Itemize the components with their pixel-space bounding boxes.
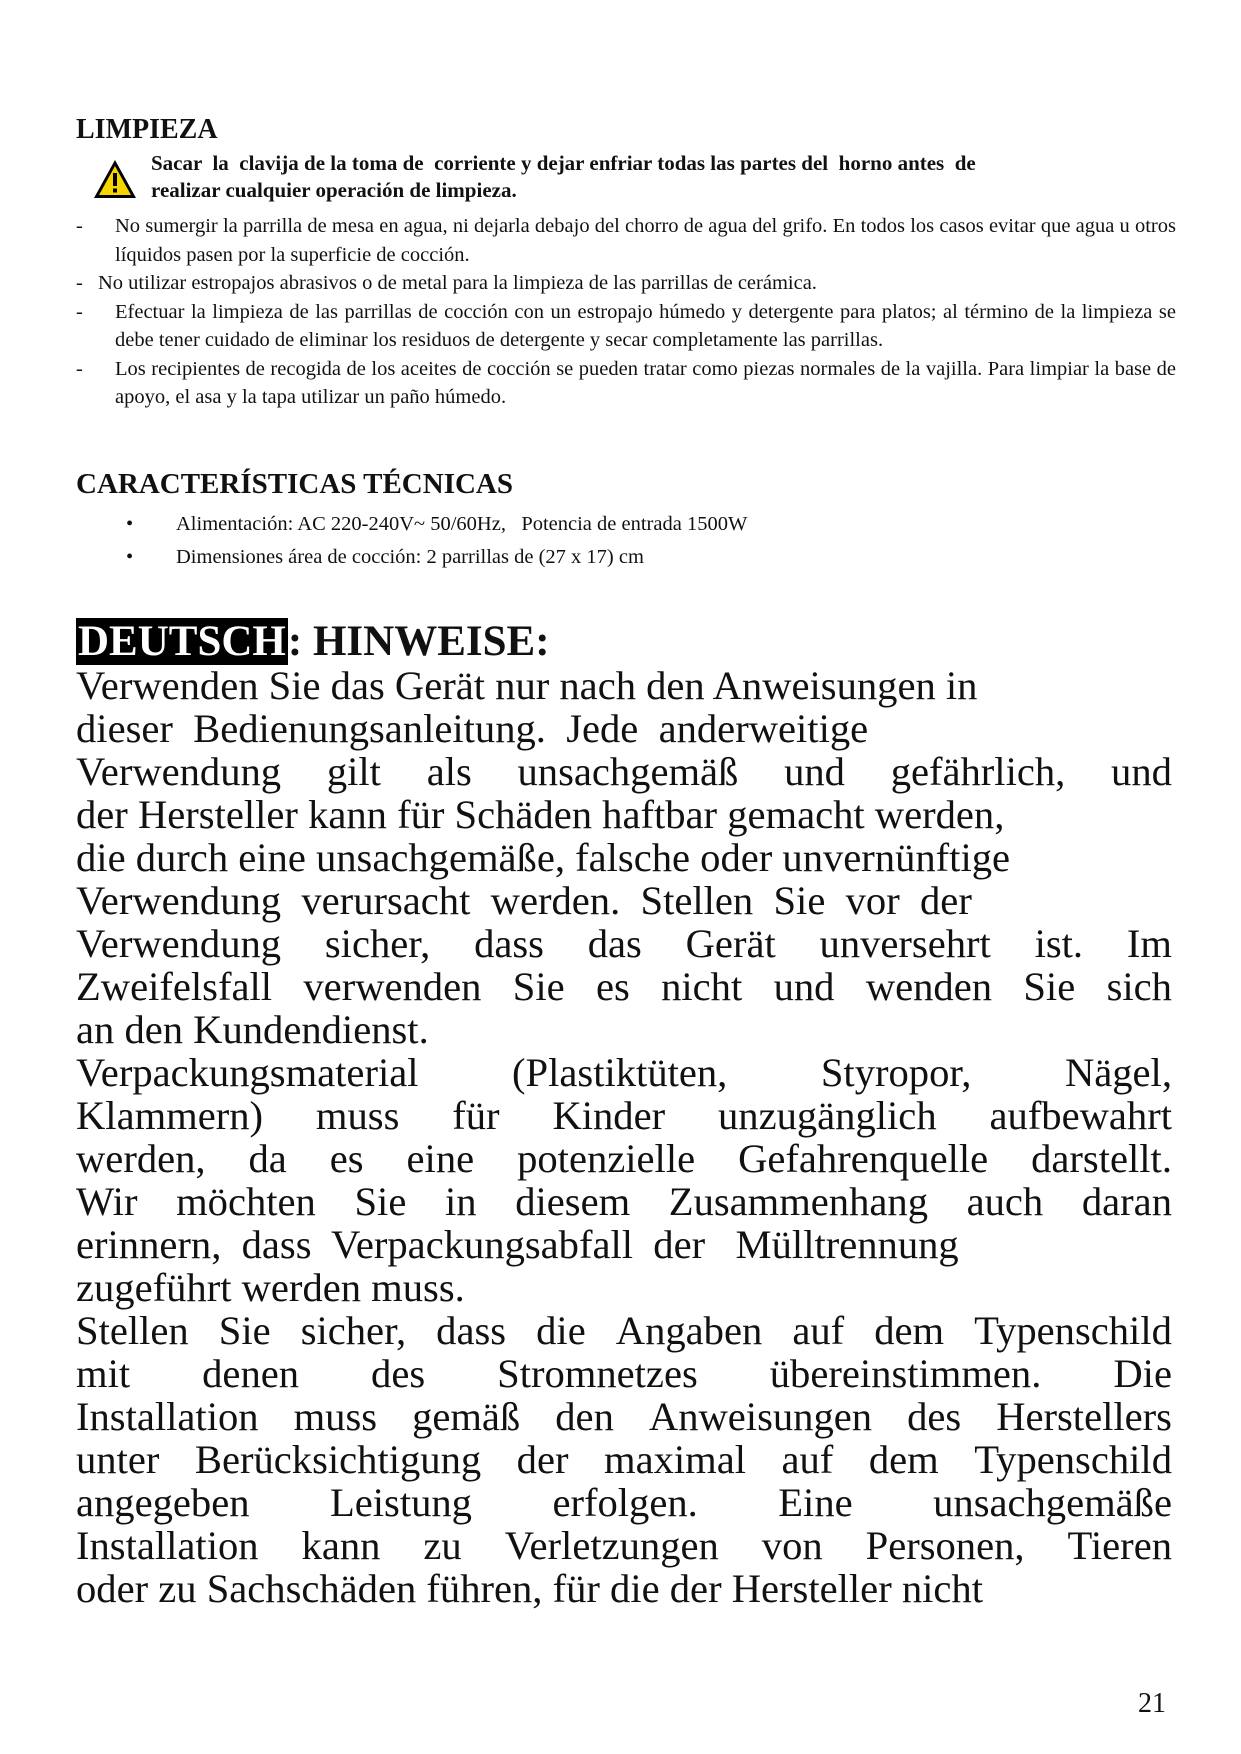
cleaning-list bbox=[76, 212, 1176, 412]
warning-line: Sacar la clavija de la toma de corriente y dejar enfriar todas las partes del horno antes de bbox=[151, 151, 976, 175]
word: zu bbox=[423, 1523, 462, 1568]
body-line bbox=[76, 750, 1172, 793]
body-line: Verwenden Sie das Gerät nur nach den Anweisungen in bbox=[76, 663, 978, 708]
page-number: 21 bbox=[1138, 1688, 1166, 1719]
word: gefährlich, bbox=[890, 749, 1066, 794]
word: unter bbox=[76, 1437, 160, 1482]
limpieza-heading: LIMPIEZA bbox=[76, 114, 218, 145]
word: muss bbox=[315, 1093, 400, 1138]
word: es bbox=[329, 1136, 364, 1181]
word: sich bbox=[1106, 964, 1172, 1009]
word: unzugänglich bbox=[718, 1093, 937, 1138]
word: der bbox=[516, 1437, 569, 1482]
body-line: die durch eine unsachgemäße, falsche oder unvernünftige bbox=[76, 835, 1011, 880]
spec-text: Dimensiones área de cocción: 2 parrillas de (27 x 17) cm bbox=[176, 546, 644, 568]
word: das bbox=[587, 921, 642, 966]
word: Typenschild bbox=[974, 1437, 1172, 1482]
word: dass bbox=[436, 1308, 507, 1353]
word: Styropor, bbox=[820, 1050, 972, 1095]
warning-line: realizar cualquier operación de limpieza. bbox=[151, 178, 517, 202]
word: da bbox=[248, 1136, 287, 1181]
body-line bbox=[76, 1051, 1172, 1094]
word: als bbox=[426, 749, 472, 794]
deutsch-body bbox=[76, 664, 1172, 1610]
word: nicht bbox=[661, 964, 743, 1009]
body-line: dieser Bedienungsanleitung. Jede anderweitige bbox=[76, 706, 869, 751]
body-line: erinnern, dass Verpackungsabfall der Mülltrennung bbox=[76, 1222, 959, 1267]
word: mit bbox=[76, 1351, 131, 1396]
body-line bbox=[76, 965, 1172, 1008]
word: verwenden bbox=[303, 964, 482, 1009]
word: Sie bbox=[218, 1308, 271, 1353]
list-dash: - bbox=[76, 300, 83, 323]
word: Zweifelsfall bbox=[76, 964, 273, 1009]
word: auf bbox=[792, 1308, 845, 1353]
word: Sie bbox=[512, 964, 565, 1009]
list-dash: - bbox=[76, 272, 83, 294]
word: Verwendung bbox=[76, 749, 282, 794]
word: unsachgemäß bbox=[517, 749, 739, 794]
word: Berücksichtigung bbox=[194, 1437, 482, 1482]
word: Gerät bbox=[685, 921, 776, 966]
word: Wir bbox=[76, 1179, 138, 1224]
word: und bbox=[784, 749, 845, 794]
word: Angaben bbox=[615, 1308, 763, 1353]
deutsch-heading bbox=[76, 617, 550, 667]
caracteristicas-heading: CARACTERÍSTICAS TÉCNICAS bbox=[76, 468, 513, 500]
list-item-text: No sumergir la parrilla de mesa en agua, ni dejarla debajo del chorro de agua del grifo. En todos los casos evitar que agua u otros líquidos pasen por la superficie de cocción. bbox=[115, 215, 1176, 266]
list-item-text: Efectuar la limpieza de las parrillas de cocción con un estropajo húmedo y detergente para platos; al término de la limpieza se debe tener cuidado de eliminar los residuos de detergente y secar completamente las parrillas. bbox=[115, 300, 1176, 351]
word: wenden bbox=[865, 964, 993, 1009]
word: (Plastiktüten, bbox=[512, 1050, 728, 1095]
list-item bbox=[76, 212, 1176, 269]
bullet: • bbox=[126, 546, 134, 568]
word: Die bbox=[1113, 1351, 1172, 1396]
word: aufbewahrt bbox=[989, 1093, 1172, 1138]
word: unversehrt bbox=[819, 921, 991, 966]
body-line: der Hersteller kann für Schäden haftbar gemacht werden, bbox=[76, 792, 1005, 837]
spec-item bbox=[126, 508, 747, 541]
word: potenzielle bbox=[517, 1136, 696, 1181]
word: Kinder bbox=[552, 1093, 666, 1138]
word: Verletzungen bbox=[504, 1523, 719, 1568]
word: Installation bbox=[76, 1394, 259, 1439]
word: Sie bbox=[1023, 964, 1076, 1009]
body-line bbox=[76, 1352, 1172, 1395]
list-item bbox=[76, 269, 1176, 298]
word: ist. bbox=[1034, 921, 1084, 966]
word: erfolgen. bbox=[552, 1480, 698, 1525]
word: Installation bbox=[76, 1523, 259, 1568]
word: auch bbox=[966, 1179, 1044, 1224]
body-line bbox=[76, 1395, 1172, 1438]
word: für bbox=[452, 1093, 500, 1138]
word: angegeben bbox=[76, 1480, 250, 1525]
word: Im bbox=[1126, 921, 1172, 966]
body-line: zugeführt werden muss. bbox=[76, 1265, 465, 1310]
spec-item bbox=[126, 541, 747, 574]
word: Verpackungsmaterial bbox=[76, 1050, 419, 1095]
word: Verwendung bbox=[76, 921, 282, 966]
body-line bbox=[76, 1481, 1172, 1524]
word: diesem bbox=[515, 1179, 631, 1224]
spec-text: Alimentación: AC 220-240V~ 50/60Hz, Potencia de entrada 1500W bbox=[176, 513, 748, 535]
word: werden, bbox=[76, 1136, 206, 1181]
list-dash: - bbox=[76, 357, 83, 380]
body-line bbox=[76, 1180, 1172, 1223]
body-line: Verwendung verursacht werden. Stellen Sie vor der bbox=[76, 878, 972, 923]
word: übereinstimmen. bbox=[769, 1351, 1042, 1396]
word: unsachgemäße bbox=[933, 1480, 1172, 1525]
word: Tieren bbox=[1067, 1523, 1172, 1568]
word: Klammern) bbox=[76, 1093, 264, 1138]
word: des bbox=[371, 1351, 426, 1396]
word: und bbox=[773, 964, 835, 1009]
language-tag: DEUTSCH bbox=[78, 618, 286, 665]
body-line bbox=[76, 1137, 1172, 1180]
spec-list bbox=[126, 508, 747, 574]
word: den bbox=[555, 1394, 614, 1439]
word: muss bbox=[293, 1394, 378, 1439]
word: Anweisungen bbox=[648, 1394, 873, 1439]
body-line bbox=[76, 922, 1172, 965]
word: und bbox=[1111, 749, 1172, 794]
word: denen bbox=[202, 1351, 300, 1396]
list-dash: - bbox=[76, 215, 83, 237]
cleaning-warning bbox=[151, 150, 1181, 204]
word: dem bbox=[874, 1308, 945, 1353]
body-line: oder zu Sachschäden führen, für die der Hersteller nicht bbox=[76, 1566, 983, 1611]
word: Zusammenhang bbox=[668, 1179, 928, 1224]
word: sicher, bbox=[300, 1308, 407, 1353]
body-line bbox=[76, 1309, 1172, 1352]
bullet: • bbox=[126, 513, 134, 535]
word: in bbox=[444, 1179, 477, 1224]
word: es bbox=[595, 964, 630, 1009]
word: Eine bbox=[778, 1480, 853, 1525]
word: kann bbox=[301, 1523, 381, 1568]
word: Personen, bbox=[865, 1523, 1025, 1568]
word: von bbox=[761, 1523, 823, 1568]
word: auf bbox=[781, 1437, 834, 1482]
body-line bbox=[76, 1094, 1172, 1137]
body-line bbox=[76, 1524, 1172, 1567]
word: Leistung bbox=[329, 1480, 472, 1525]
word: daran bbox=[1081, 1179, 1172, 1224]
body-line bbox=[76, 1438, 1172, 1481]
list-item bbox=[76, 355, 1176, 412]
list-item bbox=[76, 298, 1176, 355]
word: Herstellers bbox=[996, 1394, 1172, 1439]
list-item-text: No utilizar estropajos abrasivos o de metal para la limpieza de las parrillas de cerámica. bbox=[98, 272, 817, 294]
word: die bbox=[536, 1308, 586, 1353]
word: darstellt. bbox=[1031, 1136, 1172, 1181]
word: Nägel, bbox=[1064, 1050, 1172, 1095]
list-item-text: Los recipientes de recogida de los aceites de cocción se pueden tratar como piezas normales de la vajilla. Para limpiar la base de apoyo, el asa y la tapa utilizar un paño húmedo. bbox=[115, 357, 1176, 408]
word: eine bbox=[406, 1136, 475, 1181]
heading-text: : HINWEISE: bbox=[287, 618, 550, 665]
word: Gefahrenquelle bbox=[738, 1136, 989, 1181]
word: Stellen bbox=[76, 1308, 189, 1353]
word: sicher, bbox=[324, 921, 431, 966]
word: gemäß bbox=[412, 1394, 521, 1439]
word: dass bbox=[474, 921, 544, 966]
word: gilt bbox=[326, 749, 381, 794]
word: Sie bbox=[354, 1179, 407, 1224]
warning-triangle-icon bbox=[92, 158, 138, 200]
word: des bbox=[907, 1394, 962, 1439]
word: Typenschild bbox=[974, 1308, 1172, 1353]
word: Stromnetzes bbox=[497, 1351, 698, 1396]
word: dem bbox=[868, 1437, 939, 1482]
body-line: an den Kundendienst. bbox=[76, 1007, 429, 1052]
word: möchten bbox=[176, 1179, 316, 1224]
word: maximal bbox=[604, 1437, 746, 1482]
